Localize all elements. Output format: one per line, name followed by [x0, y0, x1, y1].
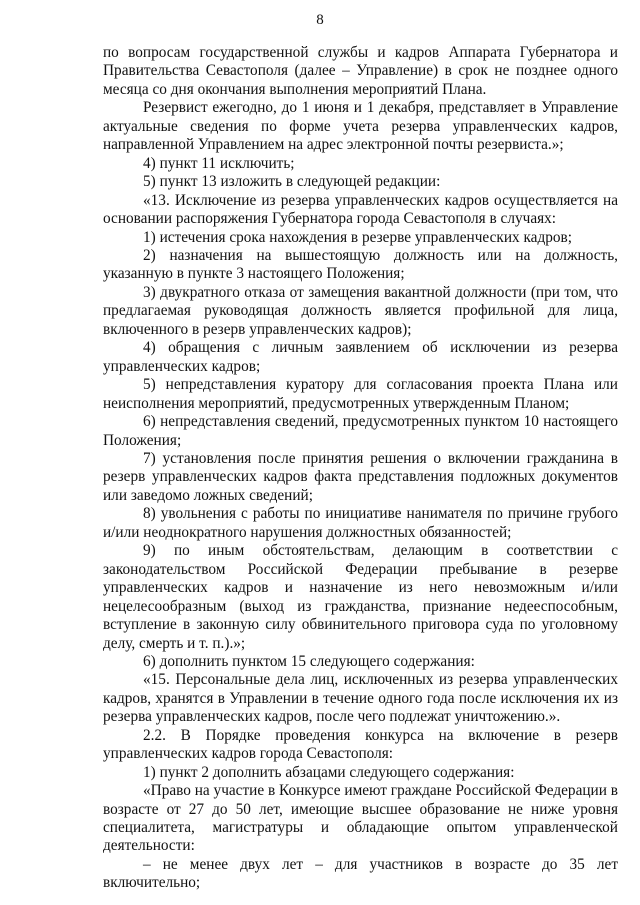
paragraph: 9) по иным обстоятельствам, делающим в соответствии с законодательством Российской Федерации пребывание в резерве управленческих кадров и назначение из него невозможным и/или нецелесообразным (выход из гражданства, признание недееспособным, вступление в законную силу обвинительного приговора суда по уголовному делу, смерть и т. п.).»;	[103, 542, 618, 652]
paragraph: 5) пункт 13 изложить в следующей редакции:	[143, 173, 441, 191]
paragraph: – не менее двух лет – для участников в возрасте до 35 лет включительно;	[103, 855, 618, 892]
page-number: 8	[316, 12, 324, 28]
paragraph: 6) непредставления сведений, предусмотренных пунктом 10 настоящего Положения;	[103, 413, 618, 449]
paragraph: 4) обращения с личным заявлением об исключении из резерва управленческих кадров;	[103, 339, 618, 375]
paragraph: «13. Исключение из резерва управленческих кадров осуществляется на основании распоряжения Губернатора города Севастополя в случаях:	[103, 191, 618, 228]
paragraph: 1) пункт 2 дополнить абзацами следующего содержания:	[143, 763, 515, 781]
paragraph: 2.2. В Порядке проведения конкурса на включение в резерв управленческих кадров города Севастополя:	[103, 726, 618, 763]
paragraph: Резервист ежегодно, до 1 июня и 1 декабря, представляет в Управление актуальные сведения по форме учета резерва управленческих кадров, направленной Управлением на адрес электронной почты резервиста.»;	[103, 99, 618, 154]
paragraph: 7) установления после принятия решения о включении гражданина в резерв управленческих кадров факта представления подложных документов или заведомо ложных сведений;	[103, 449, 618, 504]
paragraph: 8) увольнения с работы по инициативе нанимателя по причине грубого и/или неоднократного нарушения должностных обязанностей;	[103, 505, 618, 541]
document-body	[103, 44, 618, 893]
paragraph: «15. Персональные дела лиц, исключенных из резерва управленческих кадров, хранятся в Управлении в течение одного года после исключения их из резерва управленческих кадров, после чего подлежат уничтожению.».	[103, 671, 618, 726]
paragraph: 2) назначения на вышестоящую должность или на должность, указанную в пункте 3 настоящего Положения;	[103, 246, 618, 283]
paragraph: 3) двукратного отказа от замещения вакантной должности (при том, что предлагаемая руководящая должность является профильной для лица, включенного в резерв управленческих кадров);	[103, 283, 618, 338]
paragraph: 1) истечения срока нахождения в резерве управленческих кадров;	[143, 228, 573, 246]
paragraph: «Право на участие в Конкурсе имеют граждане Российской Федерации в возрасте от 27 до 50 лет, имеющие высшее образование не ниже уровня специалитета, магистратуры и обладающие опытом управленческой деятельности:	[103, 782, 618, 855]
paragraph: 4) пункт 11 исключить;	[143, 154, 295, 172]
paragraph: 6) дополнить пунктом 15 следующего содержания:	[143, 652, 475, 670]
paragraph: 5) непредставления куратору для согласования проекта Плана или неисполнения мероприятий, предусмотренных утвержденным Планом;	[103, 376, 618, 412]
paragraph: по вопросам государственной службы и кадров Аппарата Губернатора и Правительства Севастополя (далее – Управление) в срок не позднее одного месяца со дня окончания выполнения мероприятий Плана.	[103, 44, 618, 98]
